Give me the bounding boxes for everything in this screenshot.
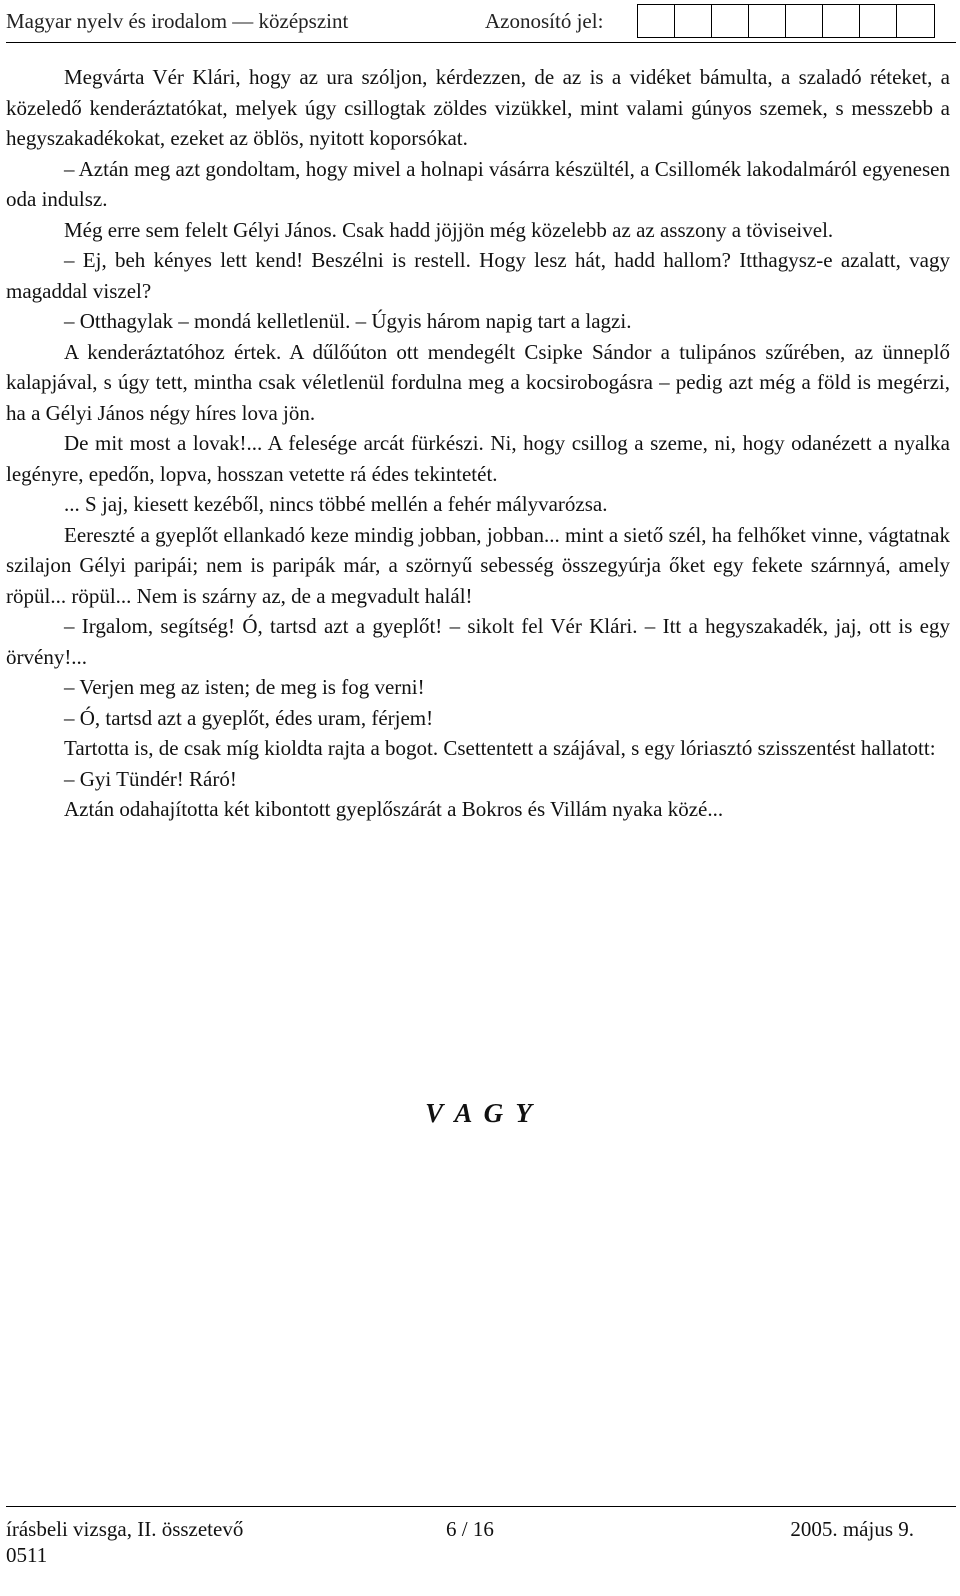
paragraph: – Aztán meg azt gondoltam, hogy mivel a holnapi vásárra készültél, a Csillomék lakodalmáról egyenesen oda indulsz. — [6, 156, 950, 211]
exam-title: Magyar nyelv és irodalom — középszint — [6, 9, 349, 33]
paragraph: Megvárta Vér Klári, hogy az ura szóljon, kérdezzen, de az is a vidéket bámulta, a szaladó réteket, a közeledő kenderáztatókat, melyek úgy csillogtak zöldes vizükkel, mint valami gúnyos szemek, s messzebb a hegyszakadékokat, ezeket az öblös, nyitott koporsókat. — [6, 65, 950, 150]
id-box[interactable] — [786, 5, 823, 37]
paragraph: A kenderáztatóhoz értek. A dűlőúton ott mendegélt Csipke Sándor a tulipános szűrében, az ünneplő kalapjával, s úgy tett, mintha csak véletlenül fordulna meg a kocsirobogásra – pedig azt még a föld is megérzi, ha a Gélyi János négy híres lova jön. — [6, 339, 950, 425]
footer-divider — [6, 1506, 956, 1507]
paragraph: Eereszté a gyeplőt ellankadó keze mindig jobban, jobban... mint a siető szél, ha felhőket vinne, vágtatnak szilajon Gélyi paripái; nem is paripák már, a szörnyű sebesség összegyúrja őket egy fekete szárnnyá, amely röpül... röpül... Nem is szárny az, de a megvadult halál! — [6, 522, 950, 608]
paragraph: Még erre sem felelt Gélyi János. Csak hadd jöjjön még közelebb az az asszony a töviseivel. — [64, 217, 834, 242]
paragraph: – Verjen meg az isten; de meg is fog verni! — [64, 675, 425, 699]
literary-excerpt — [6, 62, 950, 825]
id-box[interactable] — [823, 5, 860, 37]
exam-date: 2005. május 9. — [790, 1517, 914, 1541]
page-number: 6 / 16 — [446, 1517, 494, 1541]
header-divider — [6, 42, 956, 43]
exam-part-label: írásbeli vizsga, II. összetevő — [6, 1517, 244, 1541]
exam-code: 0511 — [6, 1543, 48, 1567]
paragraph: De mit most a lovak!... A felesége arcát fürkészi. Ni, hogy csillog a szeme, ni, hogy odanézett a nyalka legényre, epedőn, lopva, hosszan vetette rá édes tekintetét. — [6, 431, 950, 486]
paragraph: – Ó, tartsd azt a gyeplőt, édes uram, férjem! — [64, 705, 434, 730]
id-box[interactable] — [749, 5, 786, 37]
paragraph: – Irgalom, segítség! Ó, tartsd azt a gyeplőt! – sikolt fel Vér Klári. – Itt a hegyszakadék, jaj, ott is egy örvény!... — [6, 614, 950, 669]
paragraph: Aztán odahajította két kibontott gyeplőszárát a Bokros és Villám nyaka közé... — [64, 797, 724, 821]
id-box[interactable] — [638, 5, 675, 37]
paragraph: ... S jaj, kiesett kezéből, nincs többé mellén a fehér mályvarózsa. — [64, 492, 608, 516]
vagy-separator: V A G Y — [425, 1098, 535, 1128]
id-box[interactable] — [860, 5, 897, 37]
paragraph: – Gyi Tündér! Ráró! — [64, 766, 237, 791]
paragraph: – Ej, beh kényes lett kend! Beszélni is restell. Hogy lesz hát, hadd hallom? Itthagysz-e azalatt, vagy magaddal viszel? — [6, 248, 950, 303]
id-boxes[interactable] — [637, 4, 935, 38]
id-label: Azonosító jel: — [485, 9, 604, 33]
id-box[interactable] — [712, 5, 749, 37]
paragraph: – Otthagylak – mondá kelletlenül. – Úgyis három napig tart a lagzi. — [64, 309, 632, 333]
page-footer — [6, 1516, 956, 1568]
paragraph: Tartotta is, de csak míg kioldta rajta a bogot. Csettentett a szájával, s egy lóriasztó szisszentést hallatott: — [64, 736, 936, 760]
id-box[interactable] — [675, 5, 712, 37]
id-box[interactable] — [897, 5, 934, 37]
page-header — [0, 0, 960, 52]
